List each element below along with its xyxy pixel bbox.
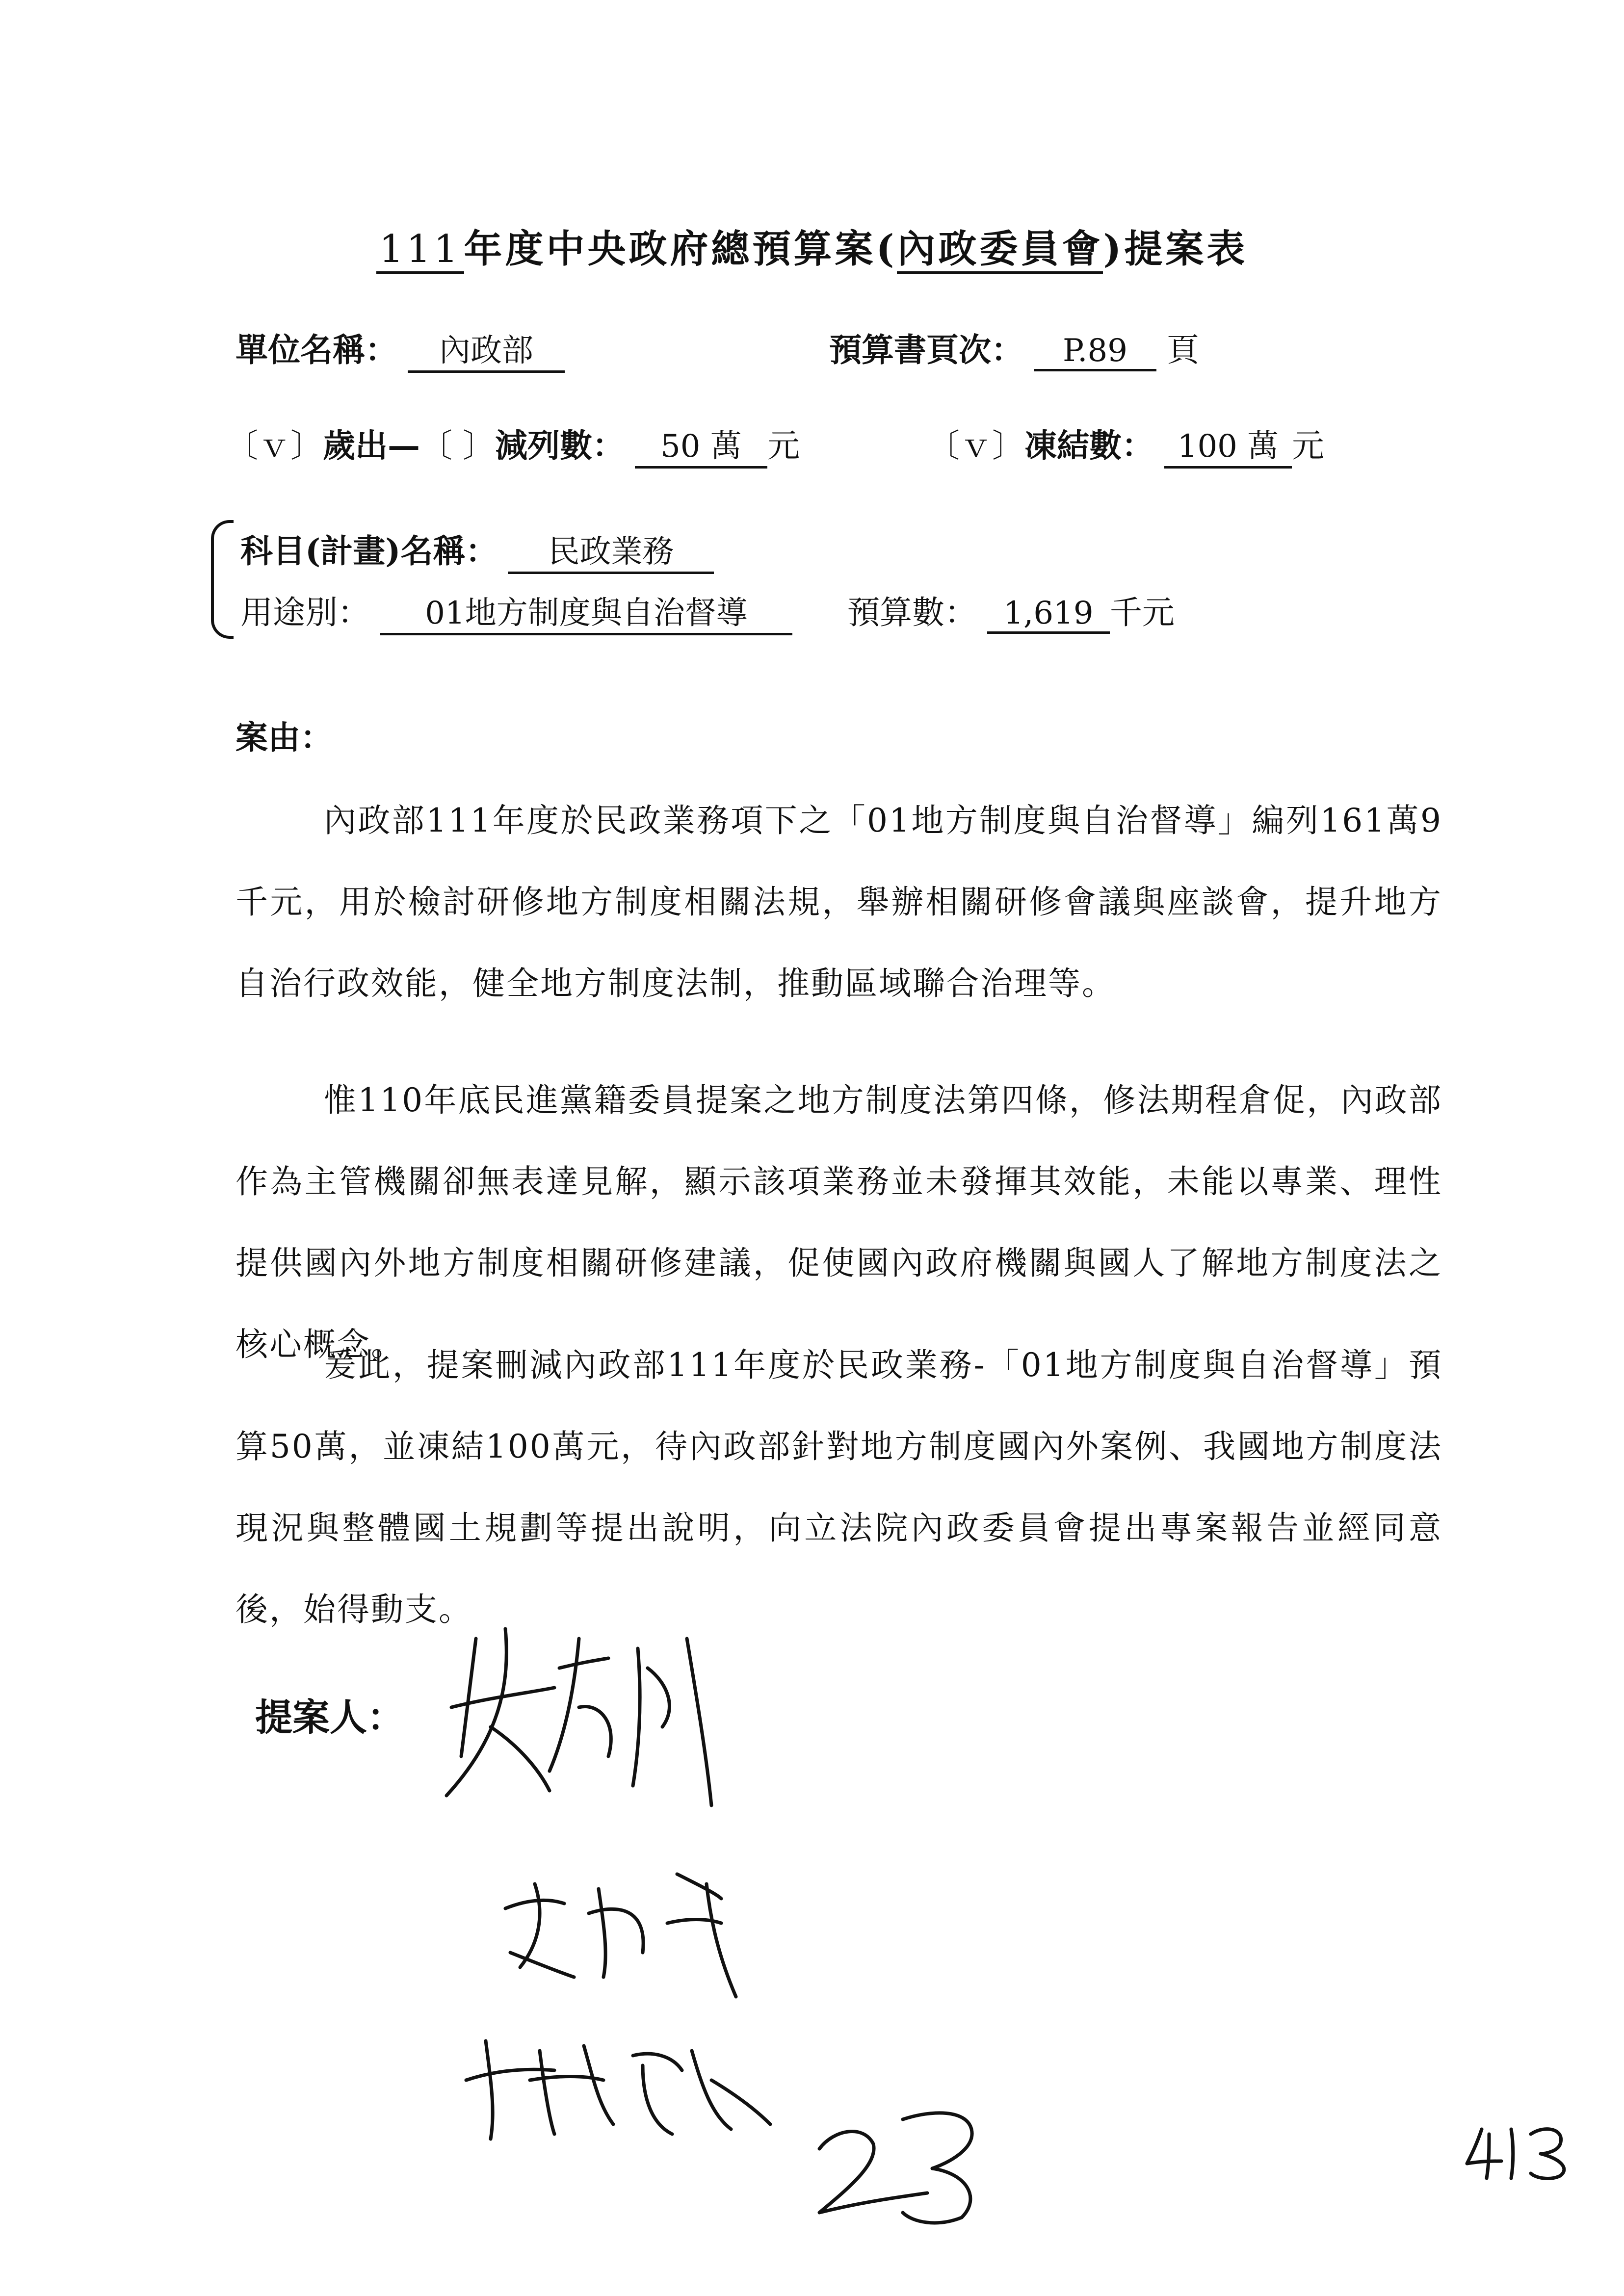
title-mid: 年度中央政府總預算案( <box>464 227 897 271</box>
reason-paragraph-1: 內政部111年度於民政業務項下之「01地方制度與自治督導」編列161萬9千元，用於檢討研修地方制度相關法規，舉辦相關研修會議與座談會，提升地方自治行政效能，健全地方制度法制，推動區域聯合治理等。 <box>236 802 1442 1002</box>
cut-check: 〔 〕 <box>420 427 495 465</box>
subject-bracket <box>211 520 234 639</box>
page-suffix: 頁 <box>1166 331 1199 369</box>
expense-row <box>226 419 800 469</box>
use-row <box>240 586 1175 635</box>
cut-suffix: 元 <box>767 427 800 465</box>
title-committee: 內政委員會 <box>897 227 1103 274</box>
freeze-check: 〔ｖ〕 <box>927 427 1024 465</box>
reason-paragraph-3: 爰此，提案刪減內政部111年度於民政業務-「01地方制度與自治督導」預算50萬，並凍結100萬元，待內政部針對地方制度國內外案例、我國地方制度法現況與整體國土規劃等提出說明，向立法院內政委員會提出專案報告並經同意後，始得動支。 <box>236 1346 1442 1628</box>
subject-label: 科目(計畫)名稱： <box>240 532 498 570</box>
freeze-suffix: 元 <box>1291 427 1324 465</box>
subject-row <box>240 525 714 574</box>
unit-value: 內政部 <box>408 325 565 373</box>
unit-row <box>236 324 565 373</box>
cut-amount: 50 萬 <box>635 421 767 469</box>
title-year: 111 <box>376 227 464 274</box>
expense-label: 歲出— <box>323 426 420 465</box>
budget-suffix: 千元 <box>1109 594 1175 631</box>
subject-value: 民政業務 <box>508 526 714 574</box>
reason-heading: 案由： <box>236 718 333 757</box>
freeze-row <box>927 419 1324 469</box>
use-label: 用途別： <box>240 594 370 631</box>
reason-paragraph-2: 惟110年底民進黨籍委員提案之地方制度法第四條，修法期程倉促，內政部作為主管機關卻無表達見解，顯示該項業務並未發揮其效能，未能以專業、理性提供國內外地方制度相關研修建議，促使國內政府機關與國人了解地方制度法之核心概念。 <box>236 1081 1442 1363</box>
freeze-label: 凍結數： <box>1024 426 1154 465</box>
signature-4 <box>805 2090 991 2232</box>
handwritten-page-number <box>1462 2114 1580 2183</box>
title-end: )提案表 <box>1103 227 1248 271</box>
signature-2 <box>491 1854 746 2002</box>
document-title <box>0 218 1624 273</box>
page-label: 預算書頁次： <box>829 331 1023 369</box>
expense-check: 〔ｖ〕 <box>226 427 323 465</box>
page-value: P.89 <box>1034 333 1156 371</box>
unit-label: 單位名稱： <box>236 331 397 369</box>
use-value: 01地方制度與自治督導 <box>380 588 792 635</box>
signature-3 <box>456 2021 780 2149</box>
budget-label: 預算數： <box>847 594 977 631</box>
page-row <box>829 324 1199 371</box>
proposer-label: 提案人： <box>255 1696 404 1739</box>
budget-value: 1,619 <box>987 595 1110 634</box>
cut-label: 減列數： <box>495 426 625 465</box>
signature-1 <box>432 1609 726 1815</box>
freeze-amount: 100 萬 <box>1164 421 1292 469</box>
